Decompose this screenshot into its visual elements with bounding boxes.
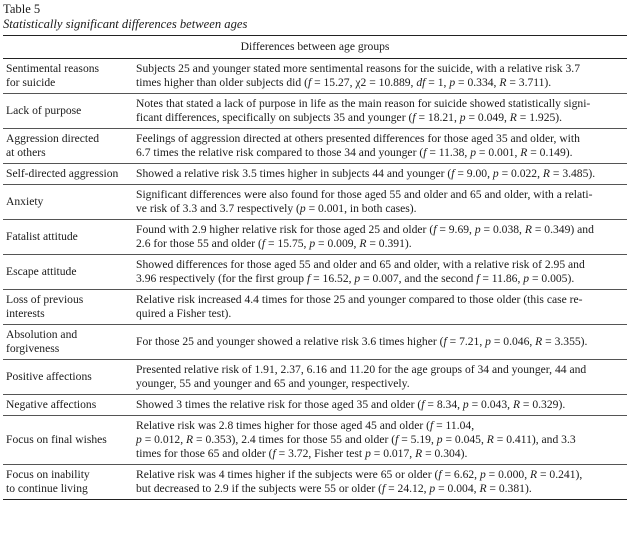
row-description	[131, 220, 627, 255]
row-description	[131, 185, 627, 220]
row-label	[3, 325, 131, 360]
table-row	[3, 129, 627, 164]
row-label	[3, 255, 131, 290]
table-row	[3, 395, 627, 416]
row-label-line: Anxiety	[6, 195, 44, 208]
row-label	[3, 59, 131, 94]
row-description-line: 3.96 respectively (for the first group f = 16.52, p = 0.007, and the second f = 11.86, p = 0.005).	[136, 272, 575, 285]
row-description-line: Relative risk was 2.8 times higher for those aged 45 and older (f = 11.04,	[136, 419, 475, 432]
row-label-line: Focus on inability	[6, 468, 90, 481]
row-label-line: Absolution and	[6, 328, 78, 341]
row-label	[3, 129, 131, 164]
table-row	[3, 290, 627, 325]
row-description-line: but decreased to 2.9 if the subjects were 55 or older (f = 24.12, p = 0.004, R = 0.381).	[136, 482, 532, 495]
row-description-line: p = 0.012, R = 0.353), 2.4 times for those 55 and older (f = 5.19, p = 0.045, R = 0.411), and 3.3	[136, 433, 576, 446]
row-label-line: Focus on final wishes	[6, 433, 107, 446]
row-description-line: Showed differences for those aged 55 and older and 65 and older, with a relative risk of 2.95 and	[136, 258, 585, 271]
table-header-row	[3, 36, 627, 59]
row-description-line: ve risk of 3.3 and 3.7 respectively (p = 0.001, in both cases).	[136, 202, 417, 215]
row-description	[131, 129, 627, 164]
table-row	[3, 255, 627, 290]
row-description-line: Presented relative risk of 1.91, 2.37, 6.16 and 11.20 for the age groups of 34 and younger, 44 and	[136, 363, 587, 376]
row-description-line: Feelings of aggression directed at others presented differences for those aged 35 and older, with	[136, 132, 580, 145]
table-row	[3, 416, 627, 465]
row-description	[131, 325, 627, 360]
row-description	[131, 59, 627, 94]
row-label-line: Self-directed aggression	[6, 167, 119, 180]
row-description-line: Relative risk increased 4.4 times for those 25 and younger compared to those older (this case re-	[136, 293, 583, 306]
row-description-line: times higher than older subjects did (f = 15.27, χ2 = 10.889, df = 1, p = 0.334, R = 3.711).	[136, 76, 552, 89]
row-description	[131, 360, 627, 395]
table-row	[3, 325, 627, 360]
row-description-line: 6.7 times the relative risk compared to those 34 and younger (f = 11.38, p = 0.001, R = 0.149).	[136, 146, 573, 159]
age-differences-table	[3, 35, 627, 500]
row-label	[3, 416, 131, 465]
row-label	[3, 164, 131, 185]
row-description	[131, 290, 627, 325]
row-label-line: Escape attitude	[6, 265, 77, 278]
table-number: Table 5	[3, 2, 41, 16]
row-label	[3, 220, 131, 255]
row-description-line: Notes that stated a lack of purpose in life as the main reason for suicide showed statistically signi-	[136, 97, 591, 110]
row-description	[131, 465, 627, 500]
row-label-line: Positive affections	[6, 370, 92, 383]
table-row	[3, 220, 627, 255]
table-row	[3, 59, 627, 94]
row-label-line: Fatalist attitude	[6, 230, 78, 243]
row-label-line: Loss of previous	[6, 293, 84, 306]
row-description-line: Found with 2.9 higher relative risk for those aged 25 and older (f = 9.69, p = 0.038, R = 0.349) and	[136, 223, 594, 236]
row-label-line: Negative affections	[6, 398, 97, 411]
row-label-line: at others	[6, 146, 46, 159]
row-description-line: times for those 65 and older (f = 3.72, Fisher test p = 0.017, R = 0.304).	[136, 447, 468, 460]
row-label-line: forgiveness	[6, 342, 60, 355]
row-description-line: quired a Fisher test).	[136, 307, 232, 320]
row-description	[131, 94, 627, 129]
row-description-line: For those 25 and younger showed a relative risk 3.6 times higher (f = 7.21, p = 0.046, R = 3.355).	[136, 335, 588, 348]
row-label-line: Sentimental reasons	[6, 62, 100, 75]
row-description-line: 2.6 for those 55 and older (f = 15.75, p = 0.009, R = 0.391).	[136, 237, 412, 250]
row-description-line: Subjects 25 and younger stated more sentimental reasons for the suicide, with a relative risk 3.7	[136, 62, 580, 75]
table-header: Differences between age groups	[3, 36, 627, 59]
row-label	[3, 185, 131, 220]
row-description-line: Showed a relative risk 3.5 times higher in subjects 44 and younger (f = 9.00, p = 0.022, R = 3.485).	[136, 167, 596, 180]
row-description	[131, 164, 627, 185]
table-row	[3, 360, 627, 395]
table-row	[3, 164, 627, 185]
table-row	[3, 94, 627, 129]
table-row	[3, 465, 627, 500]
row-label	[3, 395, 131, 416]
table-body	[3, 59, 627, 500]
row-description-line: younger, 55 and younger and 65 and younger, respectively.	[136, 377, 410, 390]
row-description-line: ficant differences, specifically on subjects 35 and younger (f = 18.21, p = 0.049, R = 1.925).	[136, 111, 563, 124]
row-label	[3, 290, 131, 325]
table-title: Statistically significant differences between ages	[3, 17, 248, 31]
row-label	[3, 465, 131, 500]
row-label	[3, 360, 131, 395]
row-label-line: to continue living	[6, 482, 88, 495]
row-description-line: Relative risk was 4 times higher if the subjects were 65 or older (f = 6.62, p = 0.000, R = 0.241),	[136, 468, 583, 481]
row-label	[3, 94, 131, 129]
row-label-line: Aggression directed	[6, 132, 100, 145]
row-description-line: Showed 3 times the relative risk for those aged 35 and older (f = 8.34, p = 0.043, R = 0.329).	[136, 398, 566, 411]
row-description	[131, 416, 627, 465]
row-description	[131, 255, 627, 290]
row-label-line: for suicide	[6, 76, 56, 89]
row-label-line: Lack of purpose	[6, 104, 82, 117]
row-description	[131, 395, 627, 416]
table-row	[3, 185, 627, 220]
row-description-line: Significant differences were also found for those aged 55 and older and 65 and older, with a relati-	[136, 188, 593, 201]
row-label-line: interests	[6, 307, 45, 320]
